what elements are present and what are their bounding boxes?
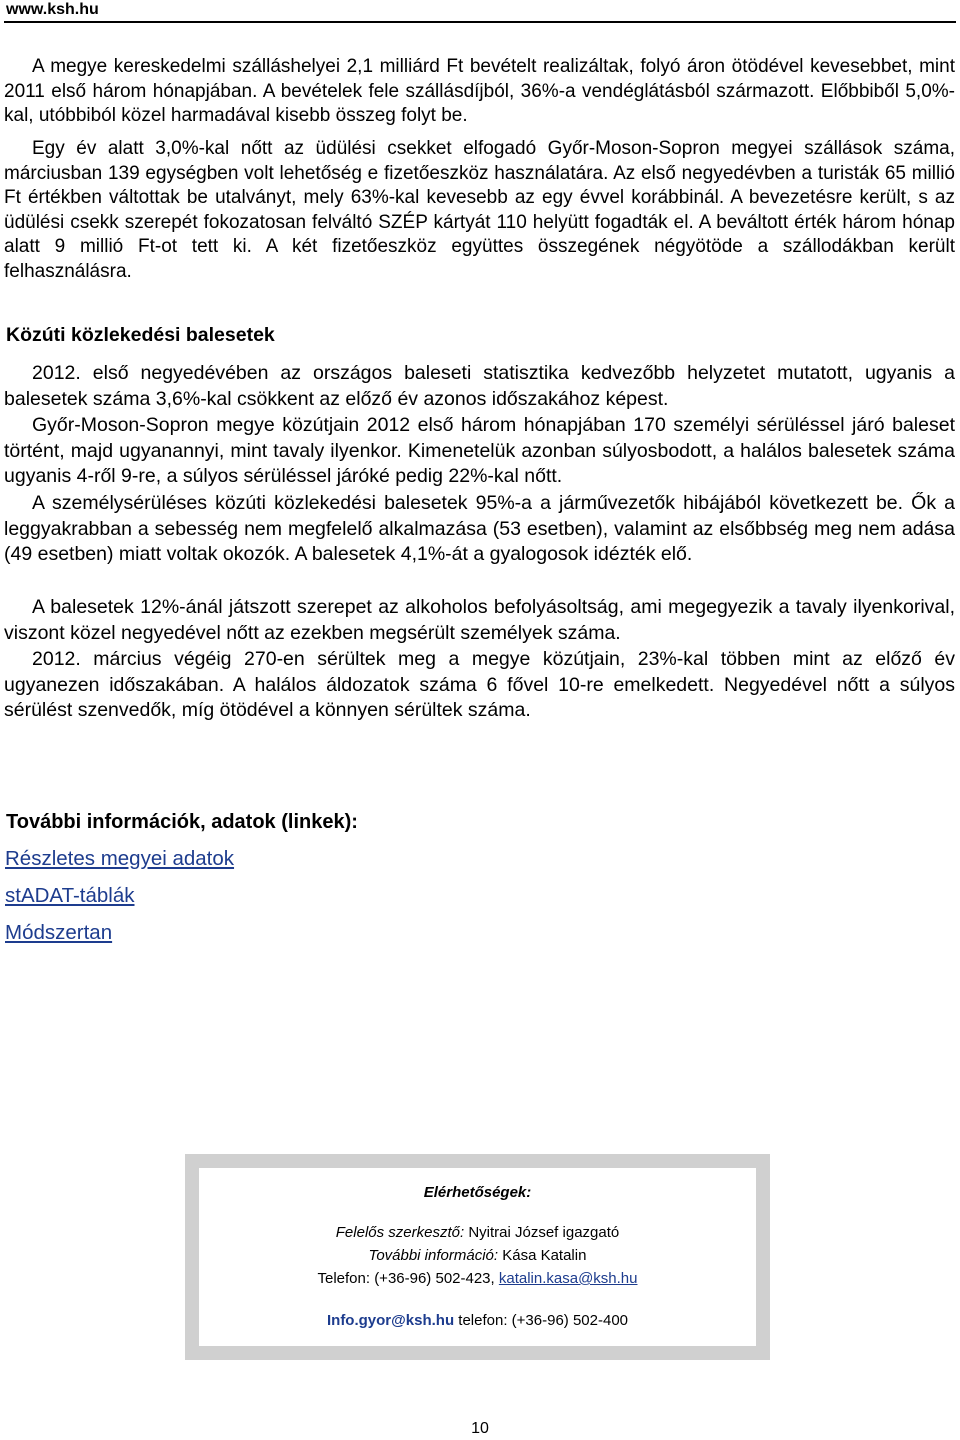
link-county-data[interactable]: Részletes megyei adatok [5, 847, 235, 870]
site-url-link[interactable]: www.ksh.hu [6, 1, 99, 18]
office-email-link[interactable]: Info.gyor@ksh.hu [326, 1312, 455, 1329]
page-number: 10 [471, 1420, 489, 1437]
link-methodology[interactable]: Módszertan [5, 921, 113, 944]
section-heading-road-accidents: Közúti közlekedési balesetek [6, 324, 275, 346]
accommodation-revenue-paragraph: A megye kereskedelmi szálláshelyei 2,1 milliárd Ft bevételt realizáltak, folyó áron ötödével kevesebbet, mint 2011 első három hónapjában. A bevételek fele szállásdíjból, 36%-a vendéglátásból származott. Előbbiből 5,0%-kal, utóbbiból közel harmadával kisebb összeg folyt be. [4, 56, 955, 126]
email-link[interactable]: katalin.kasa@ksh.hu [498, 1270, 638, 1287]
phone-number: Telefon: (+36-96) 502-423, [317, 1270, 495, 1287]
header-divider [4, 21, 956, 23]
info-name: Kása Katalin [502, 1247, 587, 1264]
contact-office-line [199, 1312, 756, 1329]
info-label: További információ: [368, 1247, 499, 1264]
holiday-voucher-paragraph: Egy év alatt 3,0%-kal nőtt az üdülési csekket elfogadó Győr-Moson-Sopron megyei szállások száma, márciusban 139 egységben volt lehetőség e fizetőeszköz használatára. Az első negyedévben a turisták 65 millió Ft értékben váltottak be utalványt, mely 63%-kal kevesebb az egy évvel korábbinál. A bevezetésre került, s az üdülési csekk szerepét fokozatosan felváltó SZÉP kártyát 110 helyütt fogadták el. A beváltott érték három hónap alatt 9 millió Ft-ot tett ki. A két fizetőeszköz együttes összegének négyötöde a szállodákban került felhasználásra. [4, 138, 955, 282]
editor-label: Felelős szerkesztő: [335, 1224, 465, 1241]
driver-fault-paragraph: A személysérüléses közúti közlekedési balesetek 95%-a a járművezetők hibájából következett be. Ők a leggyakrabban a sebesség nem megfelelő alkalmazása (53 esetben), valamint az elsőbbség meg nem adása (49 esetben) miatt voltak okozók. A balesetek 4,1%-át a gyalogosok idézték elő. [4, 492, 955, 565]
national-accident-paragraph: 2012. első negyedévében az országos baleseti statisztika kedvezőbb helyzetet mutatott, ugyanis a balesetek száma 3,6%-kal csökkent az előző év azonos időszakához képest. [4, 362, 955, 410]
contact-panel [199, 1168, 756, 1346]
contact-box [185, 1154, 770, 1360]
editor-name: Nyitrai József igazgató [468, 1224, 620, 1241]
link-stadat-tables[interactable]: stADAT-táblák [5, 884, 135, 907]
contact-editor-line [199, 1224, 756, 1241]
office-phone: telefon: (+36-96) 502-400 [458, 1312, 628, 1329]
county-accident-paragraph: Győr-Moson-Sopron megye közútjain 2012 első három hónapjában 170 személyi sérüléssel járó baleset történt, majd ugyanannyi, mint tavaly ilyenkor. Kimenetelük azonban súlyosbodott, a halálos balesetek száma ugyanis 4-ről 9-re, a súlyos sérüléssel járóké pedig 22%-kal nőtt. [4, 414, 955, 487]
further-info-heading: További információk, adatok (linkek): [6, 811, 358, 833]
contact-phone-line [199, 1270, 756, 1287]
alcohol-paragraph: A balesetek 12%-ánál játszott szerepet az alkoholos befolyásoltság, ami megegyezik a tavaly ilyenkorival, viszont közel negyedével nőtt az ezekben megsérült személyek száma. [4, 596, 955, 644]
contact-title: Elérhetőségek: [423, 1184, 532, 1201]
contact-info-line [199, 1247, 756, 1264]
injured-count-paragraph: 2012. március végéig 270-en sérültek meg a megye közútjain, 23%-kal többen mint az előző év ugyanezen időszakában. A halálos áldozatok száma 6 fővel 10-re emelkedett. Negyedével nőtt a súlyos sérülést szenvedők, míg ötödével a könnyen sérültek száma. [4, 648, 955, 721]
